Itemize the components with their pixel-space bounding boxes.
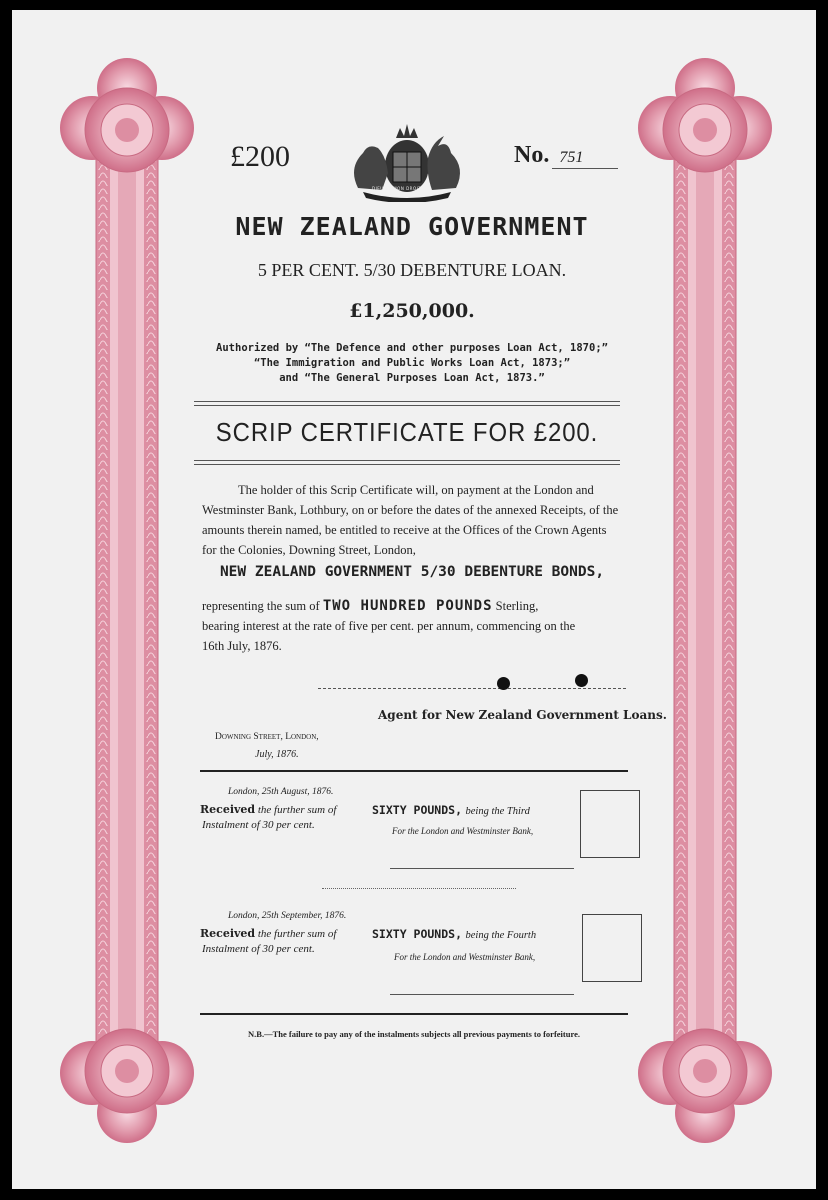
bonds-heading: NEW ZEALAND GOVERNMENT 5/30 DEBENTURE BONDS, (219, 564, 605, 580)
receipt-1-signature-line (390, 868, 574, 869)
receipt-2-received-line (200, 927, 360, 940)
receipt-2-instalment: Instalment of 30 per cent. (202, 943, 315, 955)
separator-rule-1 (200, 770, 628, 772)
number-label: No. (514, 142, 550, 168)
receipt-2-being: being the Fourth (465, 930, 537, 941)
heading-rule-bottom (194, 460, 620, 465)
para2-pre: representing the sum of (202, 599, 320, 613)
receipt-2-signature-line (390, 994, 574, 995)
holder-paragraph (202, 480, 627, 560)
para2-line-3: 16th July, 1876. (202, 639, 282, 653)
separator-rule-2 (200, 1013, 628, 1015)
para1-line-2: Westminster Bank, Lothbury, on or before the dates of the annexed Receipts, of the (202, 503, 619, 517)
receipt-2-received: Received (200, 927, 256, 940)
heading-rule-top (194, 401, 620, 406)
scrip-heading: SCRIP CERTIFICATE FOR £200. (215, 417, 599, 447)
representing-paragraph (202, 596, 627, 656)
number-value: 751 (559, 149, 584, 166)
agent-label: Agent for New Zealand Government Loans. (378, 708, 667, 722)
number-underline (552, 168, 618, 169)
para2-post: Sterling, (495, 599, 539, 613)
receipt-2-received-rest: the further sum of (257, 928, 337, 940)
loan-amount: £1,250,000. (349, 300, 475, 322)
receipt-1-sum-line (372, 803, 582, 817)
government-title: NEW ZEALAND GOVERNMENT (235, 212, 589, 241)
punch-hole-2 (575, 674, 588, 687)
para2-amount: TWO HUNDRED POUNDS (322, 598, 493, 614)
denomination: £200 (230, 140, 290, 173)
tear-line (322, 888, 516, 889)
authority-text (182, 341, 642, 386)
receipt-2 (200, 906, 630, 1016)
receipt-2-stamp-box (582, 914, 642, 982)
right-ornamental-border (630, 58, 780, 1143)
authority-line-1: Authorized by “The Defence and other purposes Loan Act, 1870;” (216, 342, 608, 354)
loan-line: 5 PER CENT. 5/30 DEBENTURE LOAN. (257, 260, 567, 280)
crest-motto: DIEU ET MON DROIT (372, 186, 422, 191)
date-line: July, 1876. (255, 749, 299, 760)
receipt-2-dateline: London, 25th September, 1876. (228, 911, 347, 921)
authority-line-2: “The Immigration and Public Works Loan Act, 1873;” (253, 357, 571, 369)
receipt-1-stamp-box (580, 790, 640, 858)
signature-line (318, 688, 626, 689)
receipt-1-instalment: Instalment of 30 per cent. (202, 819, 315, 831)
certificate-number (514, 142, 583, 169)
receipt-1-bank: For the London and Westminster Bank, (392, 826, 534, 836)
receipt-1-dateline: London, 25th August, 1876. (228, 787, 334, 797)
receipt-2-sum-line (372, 927, 582, 941)
punch-hole-1 (497, 677, 510, 690)
para1-line-1: The holder of this Scrip Certificate will, on payment at the London and (238, 483, 594, 497)
receipt-1-received-rest: the further sum of (257, 804, 337, 816)
receipt-1-received: Received (200, 803, 256, 816)
receipt-1-sum: SIXTY POUNDS, (372, 803, 463, 817)
para2-line-2: bearing interest at the rate of five per cent. per annum, commencing on the (202, 619, 576, 633)
place-line: Downing Street, London, (215, 732, 319, 742)
authority-line-3: and “The General Purposes Loan Act, 1873.” (279, 372, 545, 384)
receipt-2-sum: SIXTY POUNDS, (372, 927, 463, 941)
certificate-document (12, 10, 816, 1189)
forfeiture-note: N.B.—The failure to pay any of the instalments subjects all previous payments to forfeiture. (248, 1029, 580, 1039)
para1-line-3: amounts therein named, be entitled to receive at the Offices of the Crown Agents (202, 523, 607, 537)
receipt-1 (200, 780, 630, 890)
receipt-2-bank: For the London and Westminster Bank, (394, 952, 536, 962)
left-ornamental-border (52, 58, 202, 1143)
para1-line-4: for the Colonies, Downing Street, London, (202, 543, 416, 557)
receipt-1-received-line (200, 803, 360, 816)
receipt-1-being: being the Third (465, 806, 530, 817)
